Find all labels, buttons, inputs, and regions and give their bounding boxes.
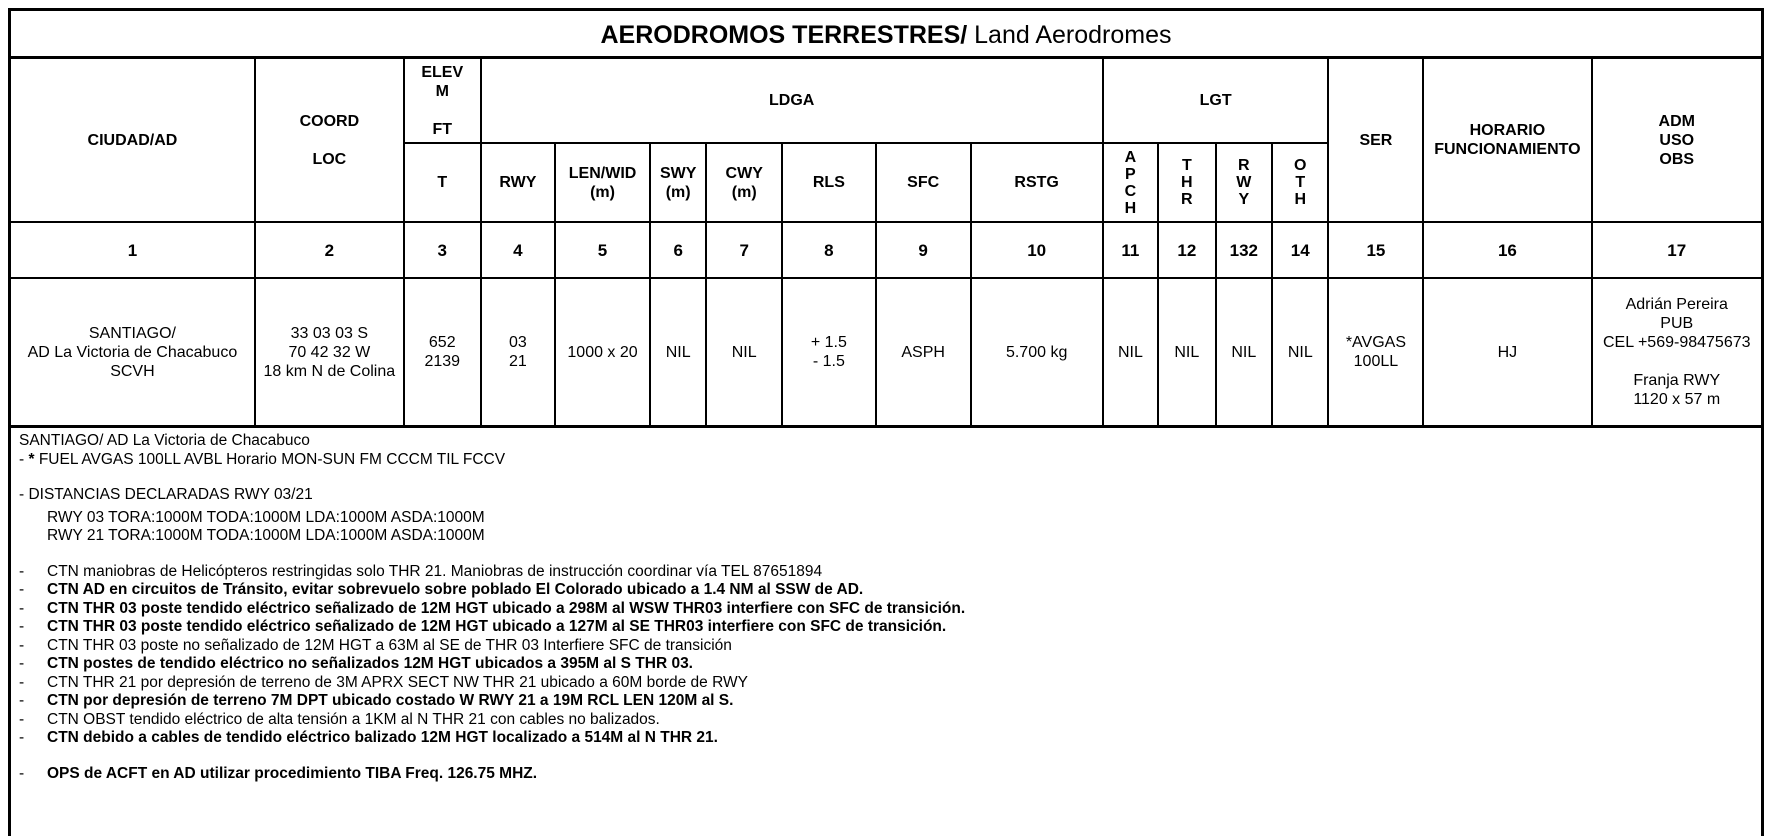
- col-number: 1: [11, 222, 255, 278]
- list-item-text: CTN debido a cables de tendido eléctrico balizado 12M HGT localizado a 514M al N THR 21.: [47, 729, 718, 746]
- header-adm-3: OBS: [1659, 150, 1695, 168]
- col-number: 11: [1103, 222, 1158, 278]
- list-item: [19, 563, 1761, 582]
- elev-ft: 2139: [424, 353, 461, 370]
- header-rwy-lgt-w: W: [1236, 174, 1252, 191]
- header-horario-2: FUNCIONAMIENTO: [1434, 141, 1581, 158]
- adm-line-5: Franja RWY: [1633, 372, 1721, 389]
- header-lenwid-2: (m): [590, 183, 615, 201]
- cell-elev: [404, 278, 481, 426]
- list-item-dash: -: [19, 692, 25, 709]
- cell-lenwid: 1000 x 20: [555, 278, 650, 426]
- header-swy-2: (m): [665, 183, 691, 201]
- ciudad-line-1: SANTIAGO/: [88, 324, 176, 342]
- header-elev-4: FT: [432, 120, 453, 138]
- table-row: [11, 278, 1761, 426]
- cell-coord: [255, 278, 404, 426]
- adm-line-6: 1120 x 57 m: [1633, 391, 1721, 408]
- fuel-text: FUEL AVGAS 100LL AVBL Horario MON-SUN FM CCCM TIL FCCV: [34, 450, 506, 468]
- col-number: 7: [706, 222, 782, 278]
- list-item: [19, 655, 1761, 674]
- rwy-03: 03: [508, 334, 527, 351]
- header-rwy-lgt-r: R: [1238, 157, 1250, 174]
- col-number: 3: [404, 222, 481, 278]
- header-horario-1: HORARIO: [1469, 122, 1546, 139]
- fuel-prefix: -: [19, 450, 29, 468]
- list-item-dash: -: [19, 729, 25, 746]
- header-apch-h: H: [1124, 199, 1137, 217]
- col-number: 2: [255, 222, 404, 278]
- ops-note: [19, 765, 1761, 784]
- remarks-section: [11, 427, 1761, 783]
- header-row-1: [11, 59, 1761, 143]
- header-rwy-lgt-y: Y: [1238, 191, 1250, 208]
- header-sfc: SFC: [876, 143, 971, 222]
- list-item: [19, 711, 1761, 730]
- cell-ciudad: [11, 278, 255, 426]
- adm-line-1: Adrián Pereira: [1625, 296, 1728, 313]
- header-apch-p: P: [1125, 165, 1136, 183]
- header-elev: [404, 59, 481, 143]
- header-swy: [650, 143, 706, 222]
- cell-apch: NIL: [1103, 278, 1158, 426]
- list-item-dash: -: [19, 562, 25, 580]
- header-ser: SER: [1328, 59, 1423, 222]
- col-number: 12: [1158, 222, 1216, 278]
- list-item: [19, 600, 1761, 619]
- list-item-dash: -: [19, 710, 25, 728]
- declared-distance-rwy03: RWY 03 TORA:1000M TODA:1000M LDA:1000M ASDA:1000M: [47, 508, 485, 526]
- ops-dash: -: [19, 764, 25, 782]
- header-rwy-lgt: [1216, 143, 1272, 222]
- fuel-star: *: [28, 450, 35, 468]
- caution-list: [19, 563, 1761, 748]
- cell-sfc: ASPH: [876, 278, 971, 426]
- col-number: 14: [1272, 222, 1328, 278]
- list-item-text: CTN THR 03 poste tendido eléctrico señalizado de 12M HGT ubicado a 298M al WSW THR03 interfiere con SFC de transición.: [47, 599, 966, 617]
- list-item: [19, 581, 1761, 600]
- rwy-21: 21: [508, 353, 527, 370]
- page-title: [11, 11, 1761, 59]
- header-ldga: LDGA: [481, 59, 1103, 143]
- list-item-text: CTN maniobras de Helicópteros restringidas solo THR 21. Maniobras de instrucción coordinar vía TEL 87651894: [47, 562, 823, 580]
- list-item-text: CTN por depresión de terreno 7M DPT ubicado costado W RWY 21 a 19M RCL LEN 120M al S.: [47, 692, 734, 709]
- cell-cwy: NIL: [706, 278, 782, 426]
- elev-m: 652: [428, 334, 456, 351]
- header-rls: RLS: [782, 143, 876, 222]
- ciudad-line-2: AD La Victoria de Chacabuco: [27, 343, 238, 361]
- header-cwy: [706, 143, 782, 222]
- list-item-text: CTN OBST tendido eléctrico de alta tensión a 1KM al N THR 21 con cables no balizados.: [47, 710, 660, 728]
- col-number: 4: [481, 222, 556, 278]
- col-number: 17: [1592, 222, 1761, 278]
- remarks-title: SANTIAGO/ AD La Victoria de Chacabuco: [19, 432, 310, 449]
- cell-thr: NIL: [1158, 278, 1216, 426]
- list-item-text: CTN THR 21 por depresión de terreno de 3M APRX SECT NW THR 21 ubicado a 60M borde de RWY: [47, 673, 748, 691]
- list-item-text: CTN THR 03 poste no señalizado de 12M HGT a 63M al SE de THR 03 Interfiere SFC de transición: [47, 636, 732, 654]
- list-item: [19, 637, 1761, 656]
- fuel-note: [19, 451, 1761, 470]
- list-item-text: CTN postes de tendido eléctrico no señalizados 12M HGT ubicados a 395M al S THR 03.: [47, 655, 693, 672]
- aerodrome-table: [11, 59, 1761, 427]
- header-cwy-2: (m): [731, 183, 757, 201]
- list-item-dash: -: [19, 618, 25, 635]
- list-item: [19, 618, 1761, 637]
- header-loc: LOC: [312, 150, 347, 168]
- list-item-dash: -: [19, 673, 25, 691]
- cell-horario: HJ: [1423, 278, 1591, 426]
- ser-line-2: 100LL: [1353, 353, 1399, 370]
- header-swy-1: SWY: [659, 164, 697, 182]
- header-apch-a: A: [1124, 148, 1137, 166]
- title-normal: Land Aerodromes: [967, 21, 1172, 49]
- header-apch-c: C: [1124, 182, 1137, 200]
- list-item: [19, 674, 1761, 693]
- cell-rwy: [481, 278, 556, 426]
- ciudad-line-3: SCVH: [110, 362, 155, 380]
- col-number: 10: [971, 222, 1103, 278]
- cell-adm: [1592, 278, 1761, 426]
- header-elev-2: M: [435, 82, 449, 100]
- cell-swy: NIL: [650, 278, 706, 426]
- col-number: 9: [876, 222, 971, 278]
- ser-line-1: *AVGAS: [1345, 334, 1406, 351]
- list-item-text: CTN THR 03 poste tendido eléctrico señalizado de 12M HGT ubicado a 127M al SE THR03 interfiere con SFC de transición.: [47, 618, 947, 635]
- col-number: 15: [1328, 222, 1423, 278]
- coord-loc: 18 km N de Colina: [263, 362, 396, 380]
- list-item-dash: -: [19, 636, 25, 654]
- header-oth-o: O: [1294, 157, 1307, 174]
- title-bold: AERODROMOS TERRESTRES/: [600, 21, 968, 49]
- cell-rls: [782, 278, 876, 426]
- list-item-text: CTN AD en circuitos de Tránsito, evitar sobrevuelo sobre poblado El Colorado ubicado a 1.4 NM al SSW de AD.: [47, 581, 864, 598]
- header-thr: [1158, 143, 1216, 222]
- header-cwy-1: CWY: [725, 164, 763, 182]
- declared-distances-title: - DISTANCIAS DECLARADAS RWY 03/21: [19, 486, 313, 503]
- header-coord: COORD: [299, 112, 360, 130]
- header-oth-t: T: [1295, 174, 1306, 191]
- coord-lon: 70 42 32 W: [288, 343, 371, 361]
- list-item-dash: -: [19, 581, 25, 598]
- aerodrome-sheet: [8, 8, 1764, 836]
- header-horario: [1423, 59, 1591, 222]
- header-adm-2: USO: [1659, 131, 1695, 149]
- coord-lat: 33 03 03 S: [290, 324, 369, 342]
- header-lgt: LGT: [1103, 59, 1329, 143]
- header-lenwid-1: LEN/WID: [568, 164, 637, 182]
- header-oth: [1272, 143, 1328, 222]
- rls-down: - 1.5: [812, 353, 845, 370]
- header-lenwid: [555, 143, 650, 222]
- adm-line-3: CEL +569-98475673: [1602, 334, 1751, 351]
- header-elev-1: ELEV: [421, 63, 464, 81]
- header-t: T: [404, 143, 481, 222]
- header-apch: [1103, 143, 1158, 222]
- header-coord-loc: [255, 59, 404, 222]
- list-item-dash: -: [19, 655, 25, 672]
- header-adm: [1592, 59, 1761, 222]
- cell-ser: [1328, 278, 1423, 426]
- header-oth-h: H: [1294, 191, 1307, 208]
- header-thr-h: H: [1181, 174, 1193, 191]
- ops-text: OPS de ACFT en AD utilizar procedimiento TIBA Freq. 126.75 MHZ.: [47, 764, 538, 782]
- cell-oth: NIL: [1272, 278, 1328, 426]
- cell-rstg: 5.700 kg: [971, 278, 1103, 426]
- column-number-row: [11, 222, 1761, 278]
- header-thr-r: R: [1181, 191, 1193, 208]
- cell-rwy-lgt: NIL: [1216, 278, 1272, 426]
- header-thr-t: T: [1181, 157, 1192, 174]
- list-item-dash: -: [19, 599, 25, 617]
- col-number: 6: [650, 222, 706, 278]
- col-number: 8: [782, 222, 876, 278]
- list-item: [19, 729, 1761, 748]
- rls-up: + 1.5: [810, 334, 847, 351]
- col-number: 16: [1423, 222, 1591, 278]
- header-adm-1: ADM: [1658, 112, 1695, 130]
- header-ciudad: CIUDAD/AD: [11, 59, 255, 222]
- col-number: 5: [555, 222, 650, 278]
- list-item: [19, 692, 1761, 711]
- header-rwy: RWY: [481, 143, 556, 222]
- declared-distance-rwy21: RWY 21 TORA:1000M TODA:1000M LDA:1000M ASDA:1000M: [47, 527, 485, 544]
- header-rstg: RSTG: [971, 143, 1103, 222]
- col-number: 132: [1216, 222, 1272, 278]
- adm-line-2: PUB: [1660, 315, 1694, 332]
